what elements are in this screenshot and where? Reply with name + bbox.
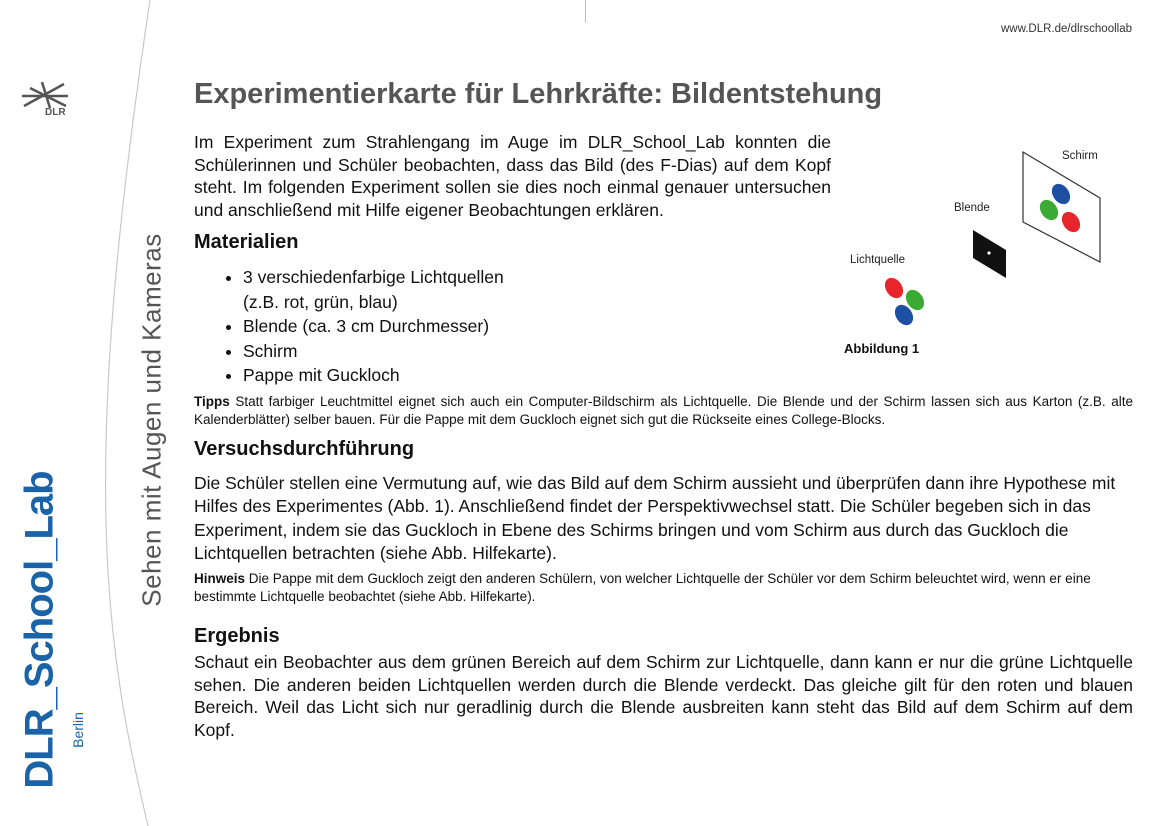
list-item: • Schirm	[243, 339, 643, 364]
figure-experiment	[840, 140, 1140, 365]
list-item: • Pappe mit Guckloch	[243, 363, 643, 388]
sidebar-title: Sehen mit Augen und Kameras	[136, 233, 167, 607]
dlr-logo-icon	[20, 80, 72, 110]
dlr-logo	[20, 80, 72, 122]
aperture-hole	[987, 251, 990, 254]
screen-shape	[1023, 152, 1100, 262]
result-heading: Ergebnis	[194, 625, 280, 647]
page-title: Experimentierkarte für Lehrkräfte: Bildentstehung	[194, 78, 883, 110]
label-screen: Schirm	[1062, 150, 1098, 162]
list-item: • 3 verschiedenfarbige Lichtquellen (z.B. rot, grün, blau)	[243, 265, 643, 314]
experiment-diagram	[840, 140, 1140, 365]
brand-city: Berlin	[70, 712, 86, 748]
materials-heading: Materialien	[194, 231, 299, 253]
source-red	[881, 274, 907, 301]
procedure-paragraph: Die Schüler stellen eine Vermutung auf, wie das Bild auf dem Schirm aussieht und überprüfen dann ihre Hypothese mit Hilfes des Experimentes (Abb. 1). Anschließend findet der Perspektivwechsel statt. Die Schüler begeben sich in das Experiment, indem sie das Guckloch in Ebene des Schirms bringen und vom Schirm aus durch das Guckloch die Lichtquellen betrachten (siehe Abb. Hilfekarte).	[194, 473, 1116, 563]
top-divider	[585, 0, 586, 22]
label-light-source: Lichtquelle	[850, 254, 905, 266]
tips-paragraph	[194, 393, 1133, 430]
materials-list	[218, 265, 643, 388]
hint-text: Die Pappe mit dem Guckloch zeigt den anderen Schülern, von welcher Lichtquelle der Schüler vor dem Schirm beleuchtet wird, wenn er eine bestimmte Lichtquelle beobachtet (siehe Abb. Hilfekarte).	[194, 571, 1091, 605]
result-paragraph: Schaut ein Beobachter aus dem grünen Bereich auf dem Schirm zur Lichtquelle, dann kann er nur die grüne Lichtquelle sehen. Die anderen beiden Lichtquellen werden durch die Blende verdeckt. Das gleiche gilt für den roten und blauen Bereich. Weil das Licht sich nur geradlinig durch die Blende ausbreiten kann steht das Bild auf dem Schirm auf dem Kopf.	[194, 652, 1133, 740]
list-item: • Blende (ca. 3 cm Durchmesser)	[243, 314, 643, 339]
brand-logo-text: DLR_School_Lab	[17, 471, 62, 789]
label-aperture: Blende	[954, 202, 990, 214]
hint-paragraph	[194, 570, 1133, 607]
figure-caption: Abbildung 1	[844, 341, 920, 356]
hint-label: Hinweis	[194, 571, 246, 586]
procedure-heading: Versuchsdurchführung	[194, 438, 415, 460]
dlr-logo-text: DLR	[45, 107, 66, 118]
tips-label: Tipps	[194, 394, 230, 409]
tips-text: Statt farbiger Leuchtmittel eignet sich auch ein Computer-Bildschirm als Lichtquelle. Die Blende und der Schirm lassen sich aus Karton (z.B. alte Kalenderblätter) selber bauen. Für die Pappe mit dem Guckloch eignet sich gut die Rückseite eines College-Blocks.	[194, 394, 1133, 428]
intro-paragraph: Im Experiment zum Strahlengang im Auge im DLR_School_Lab konnten die Schülerinnen und Schüler beobachten, dass das Bild (des F-Dias) auf dem Kopf steht. Im folgenden Experiment sollen sie dies noch einmal genauer untersuchen und anschließend mit Hilfe eigener Beobachtungen erklären.	[194, 132, 831, 220]
website-url: www.DLR.de/dlrschoollab	[1000, 23, 1132, 35]
